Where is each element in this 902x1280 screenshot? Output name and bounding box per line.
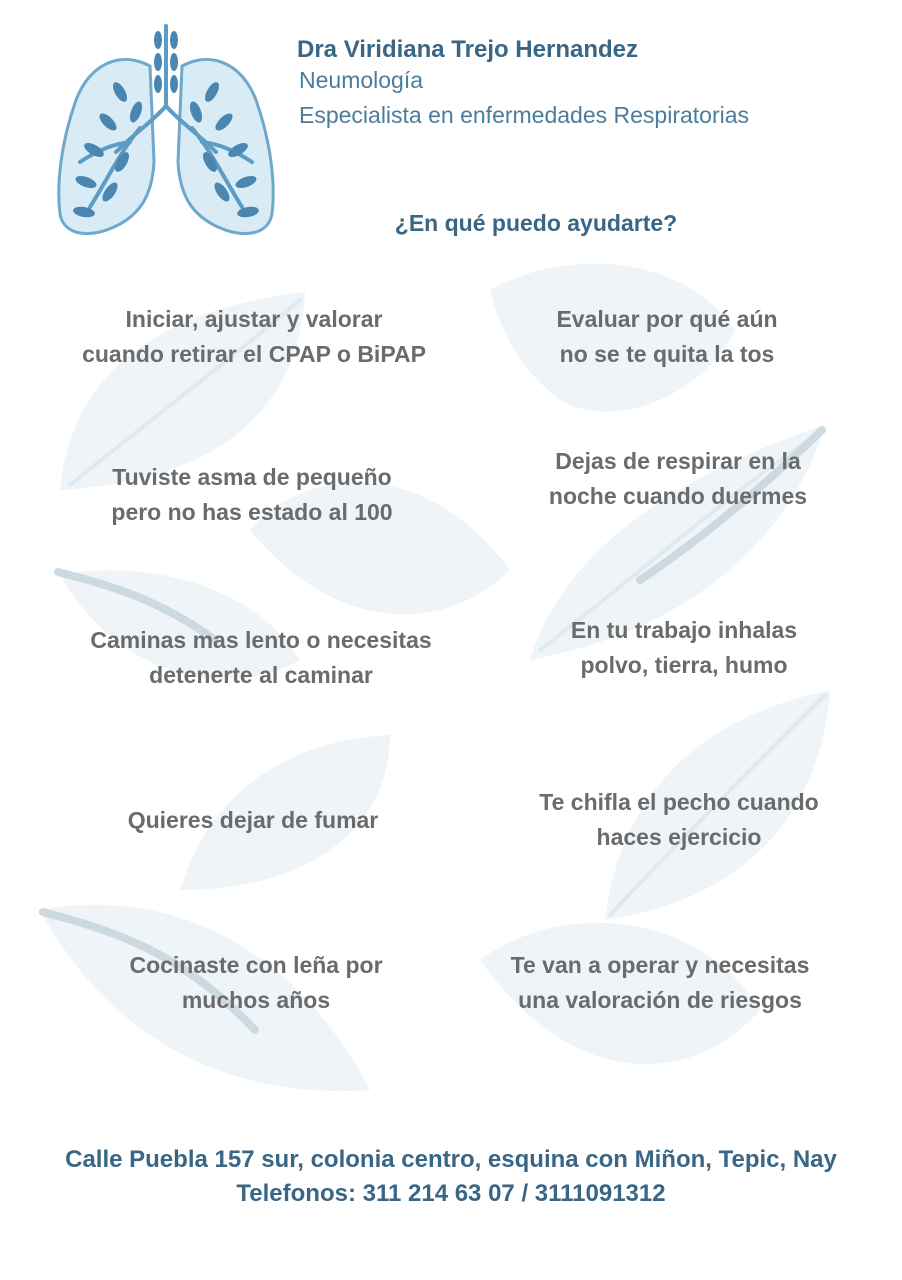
service-line: Evaluar por qué aún [556,306,778,332]
service-line: cuando retirar el CPAP o BiPAP [82,341,426,367]
service-item-firewood [46,948,466,1018]
service-line: noche cuando duermes [548,483,808,509]
service-line: muchos años [181,987,331,1013]
service-line: detenerte al caminar [149,662,373,688]
service-line: polvo, tierra, humo [580,652,788,678]
section-question: ¿En qué puedo ayudarte? [394,210,678,236]
service-item-cpap [44,302,464,372]
service-line: Caminas mas lento o necesitas [90,627,432,653]
service-line: una valoración de riesgos [518,987,802,1013]
specialty: Neumología [299,67,424,93]
footer-phones: Telefonos: 311 214 63 07 / 3111091312 [236,1180,666,1207]
service-item-smoking [43,803,463,838]
footer-address: Calle Puebla 157 sur, colonia centro, esquina con Miñon, Tepic, Nay [65,1146,837,1173]
service-line: Cocinaste con leña por [129,952,383,978]
service-item-wheezing [469,785,889,855]
service-line: Te van a operar y necesitas [510,952,810,978]
service-item-cough [457,302,877,372]
service-line: Iniciar, ajustar y valorar [125,306,383,332]
service-item-surgery [450,948,870,1018]
service-item-apnea [468,444,888,514]
service-item-walking [51,623,471,693]
service-line: En tu trabajo inhalas [570,617,798,643]
service-item-asthma [42,460,462,530]
service-line: Tuviste asma de pequeño [112,464,392,490]
lungs-illustration [50,22,282,244]
service-line: pero no has estado al 100 [111,499,393,525]
service-item-work-dust [474,613,894,683]
doctor-name: Dra Viridiana Trejo Hernandez [297,36,639,63]
service-line: no se te quita la tos [559,341,775,367]
service-line: Dejas de respirar en la [555,448,801,474]
service-line: Quieres dejar de fumar [127,807,379,833]
service-line: haces ejercicio [596,824,762,850]
service-line: Te chifla el pecho cuando [539,789,819,815]
subspecialty: Especialista en enfermedades Respiratorias [299,102,750,128]
